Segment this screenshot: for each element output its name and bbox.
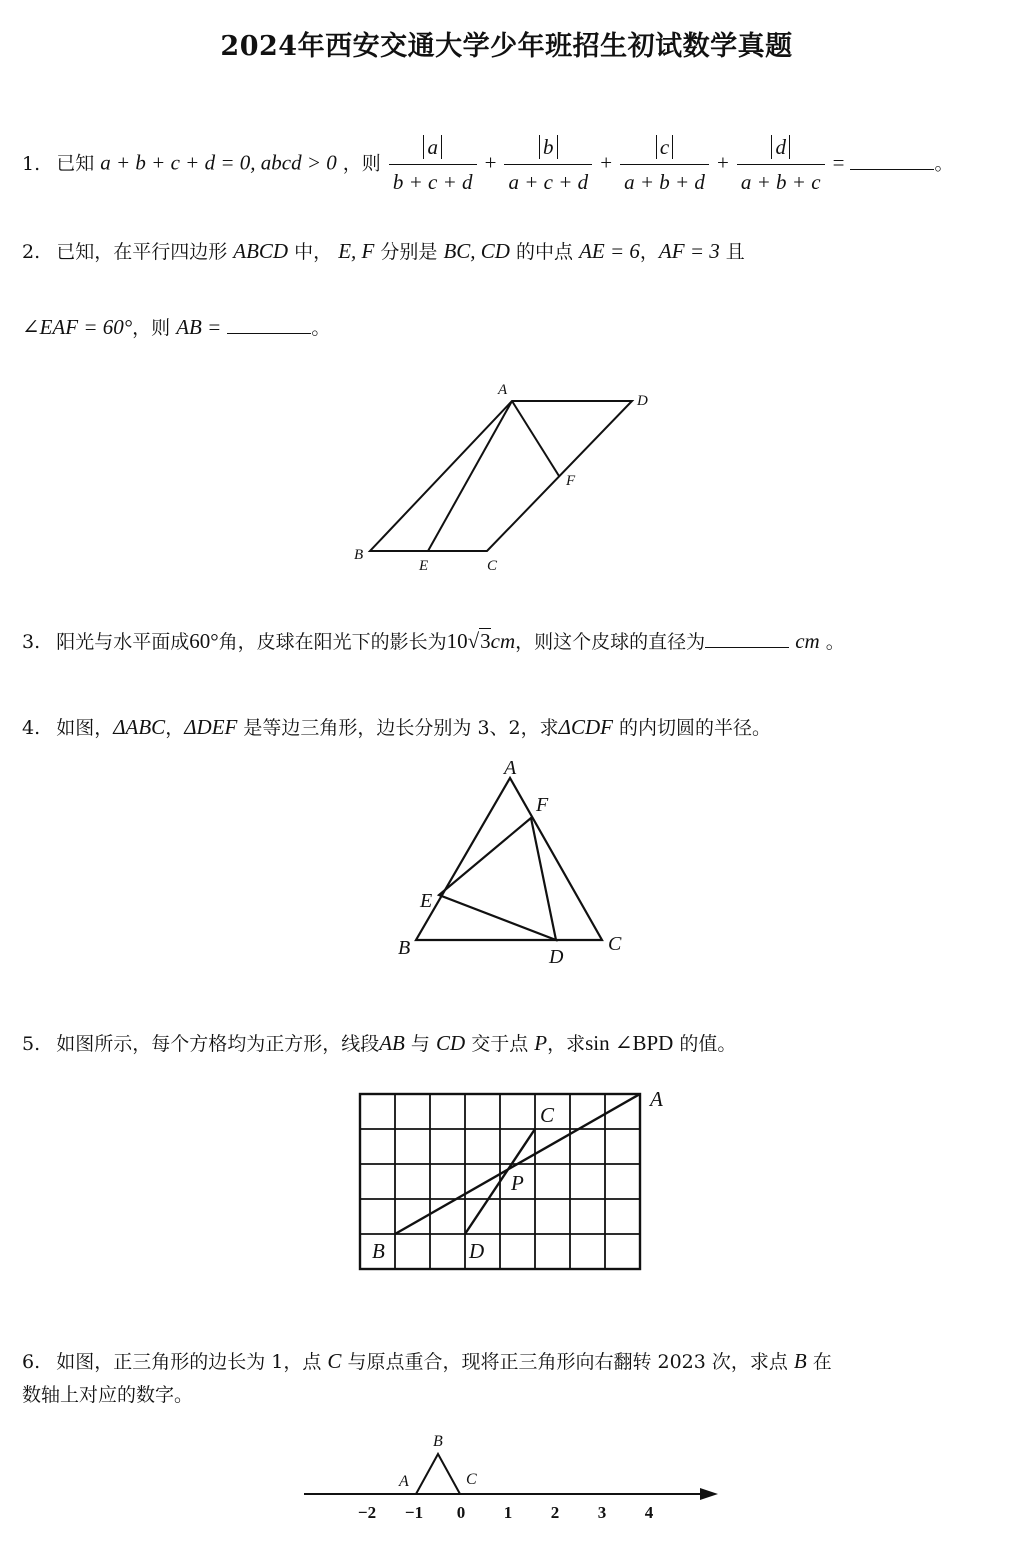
label-d: D <box>469 1239 485 1263</box>
q6-text: 与原点重合，现将正三角形向右翻转 2023 次，求点 <box>347 1351 788 1373</box>
page-title: 2024年西安交通大学少年班招生初试数学真题 <box>220 31 793 62</box>
label-e: E <box>420 890 433 912</box>
q4-abc: ΔABC <box>113 715 166 739</box>
tick-label: −1 <box>404 1503 424 1522</box>
q2-abcd: ABCD <box>233 239 289 263</box>
q3-answer-unit: cm <box>795 629 820 653</box>
answer-blank <box>227 315 311 334</box>
q5-p: P <box>534 1031 548 1055</box>
q5-text: 交于点 <box>471 1033 529 1055</box>
q2-text: 的中点 <box>516 241 574 263</box>
triangles-figure <box>390 758 640 968</box>
q2-ae: AE = 6 <box>579 239 640 263</box>
q6-text: 数轴上对应的数字。 <box>22 1384 194 1406</box>
fraction-b <box>504 132 592 197</box>
triangle-def <box>439 818 556 940</box>
label-d: D <box>637 393 648 409</box>
q2-af: AF = 3 <box>658 239 720 263</box>
question-6-line-2 <box>22 1380 193 1410</box>
frac-denominator: a + b + d <box>620 164 709 197</box>
q1-mid: ，则 <box>342 152 381 175</box>
q2-bccd: BC, CD <box>443 239 510 263</box>
triangle-abc <box>416 778 602 940</box>
label-c: C <box>487 558 498 574</box>
plus-sign: + <box>484 150 497 175</box>
question-number: 6. <box>22 1351 41 1373</box>
plus-sign: + <box>716 150 729 175</box>
question-number: 1. <box>22 152 41 175</box>
q6-text: 如图，正三角形的边长为 1，点 <box>56 1351 322 1373</box>
sqrt-sign: √ <box>467 629 480 653</box>
label-c: C <box>540 1103 555 1127</box>
frac-denominator: a + b + c <box>737 164 825 197</box>
q3-text: ，则这个皮球的直径为 <box>515 631 706 653</box>
q4-text: 如图， <box>56 717 114 739</box>
label-c: C <box>608 933 622 955</box>
frac-numerator: d <box>771 135 790 159</box>
q2-text: 分别是 <box>380 241 438 263</box>
q3-radicand: 3 <box>480 629 491 653</box>
label-e: E <box>419 558 429 574</box>
q5-text: ，求 <box>547 1033 586 1055</box>
q2-ef: E, F <box>338 239 375 263</box>
q2-ab: AB = <box>176 315 222 339</box>
q3-end: 。 <box>825 631 845 653</box>
frac-numerator: a <box>423 135 442 159</box>
q2-angle: ∠EAF = 60° <box>22 315 133 339</box>
q6-text: 在 <box>812 1351 832 1373</box>
answer-blank <box>850 151 934 170</box>
q3-text: 阳光与水平面成 <box>56 631 190 653</box>
q1-condition: a + b + c + d = 0, abcd > 0 <box>100 150 337 175</box>
question-6 <box>22 1346 832 1377</box>
equilateral-triangle <box>416 1454 460 1494</box>
q5-text: 如图所示，每个方格均为正方形，线段 <box>56 1033 380 1055</box>
tick-label: 0 <box>456 1503 466 1522</box>
label-b: B <box>433 1433 443 1450</box>
question-5 <box>22 1028 736 1059</box>
frac-numerator: c <box>656 135 673 159</box>
q4-text: 的内切圆的半径。 <box>619 717 772 739</box>
label-p: P <box>511 1171 524 1195</box>
q5-sin: sin ∠BPD <box>585 1031 674 1055</box>
q3-text: 角，皮球在阳光下的影长为 <box>218 631 447 653</box>
label-b: B <box>372 1239 385 1263</box>
label-b: B <box>354 547 364 563</box>
segment-af <box>512 401 559 476</box>
q6-c: C <box>327 1349 342 1373</box>
question-2 <box>22 236 745 267</box>
q5-ab: AB <box>379 1031 405 1055</box>
answer-blank <box>705 629 789 648</box>
question-number: 5. <box>22 1033 41 1055</box>
q4-text: 是等边三角形，边长分别为 3、2，求 <box>243 717 559 739</box>
label-a: A <box>504 757 517 779</box>
q2-text: 中， <box>294 241 333 263</box>
question-3 <box>22 626 845 657</box>
question-4 <box>22 712 771 743</box>
tick-label: 1 <box>503 1503 513 1522</box>
q2-comma: ， <box>639 241 659 263</box>
question-number: 3. <box>22 631 41 653</box>
label-c: C <box>466 1471 477 1488</box>
question-number: 4. <box>22 717 41 739</box>
frac-denominator: b + c + d <box>389 164 477 197</box>
frac-denominator: a + c + d <box>504 164 592 197</box>
q1-end: 。 <box>934 152 954 175</box>
label-d: D <box>549 946 564 968</box>
q3-unit: cm <box>490 629 516 653</box>
parallelogram-abcd <box>370 401 632 551</box>
tick-label: 4 <box>644 1503 654 1522</box>
tick-label: 3 <box>597 1503 607 1522</box>
q2-text: 且 <box>725 241 745 263</box>
fraction-d <box>737 132 825 197</box>
label-f: F <box>566 473 576 489</box>
q5-text: 与 <box>410 1033 430 1055</box>
q5-text: 的值。 <box>679 1033 737 1055</box>
label-b: B <box>398 937 411 959</box>
q4-def: ΔDEF <box>184 715 238 739</box>
frac-numerator: b <box>539 135 558 159</box>
axis-arrow-icon <box>700 1488 718 1500</box>
q2-text: 已知，在平行四边形 <box>56 241 228 263</box>
q4-cdf: ΔCDF <box>558 715 613 739</box>
plus-sign: + <box>600 150 613 175</box>
q6-b: B <box>793 1349 807 1373</box>
equals-sign: = <box>832 150 845 175</box>
q4-sep: ， <box>165 717 185 739</box>
q1-pre: 已知 <box>56 152 95 175</box>
label-f: F <box>536 794 549 816</box>
question-1 <box>22 132 953 197</box>
q3-degree: 60° <box>189 629 219 653</box>
grid-figure <box>350 1082 690 1282</box>
label-a: A <box>399 1473 409 1490</box>
label-a: A <box>498 382 508 398</box>
question-2-line-2 <box>22 312 330 343</box>
q3-length: 10 <box>446 629 468 653</box>
q5-cd: CD <box>435 1031 466 1055</box>
q2-text: ，则 <box>132 317 171 339</box>
fraction-c <box>620 132 709 197</box>
question-number: 2. <box>22 241 41 263</box>
tick-label: 2 <box>550 1503 560 1522</box>
q2-end: 。 <box>311 317 331 339</box>
fraction-a <box>389 132 477 197</box>
label-a: A <box>650 1087 663 1111</box>
number-line-figure <box>300 1426 730 1526</box>
parallelogram-figure <box>340 378 670 578</box>
tick-label: −2 <box>357 1503 377 1522</box>
